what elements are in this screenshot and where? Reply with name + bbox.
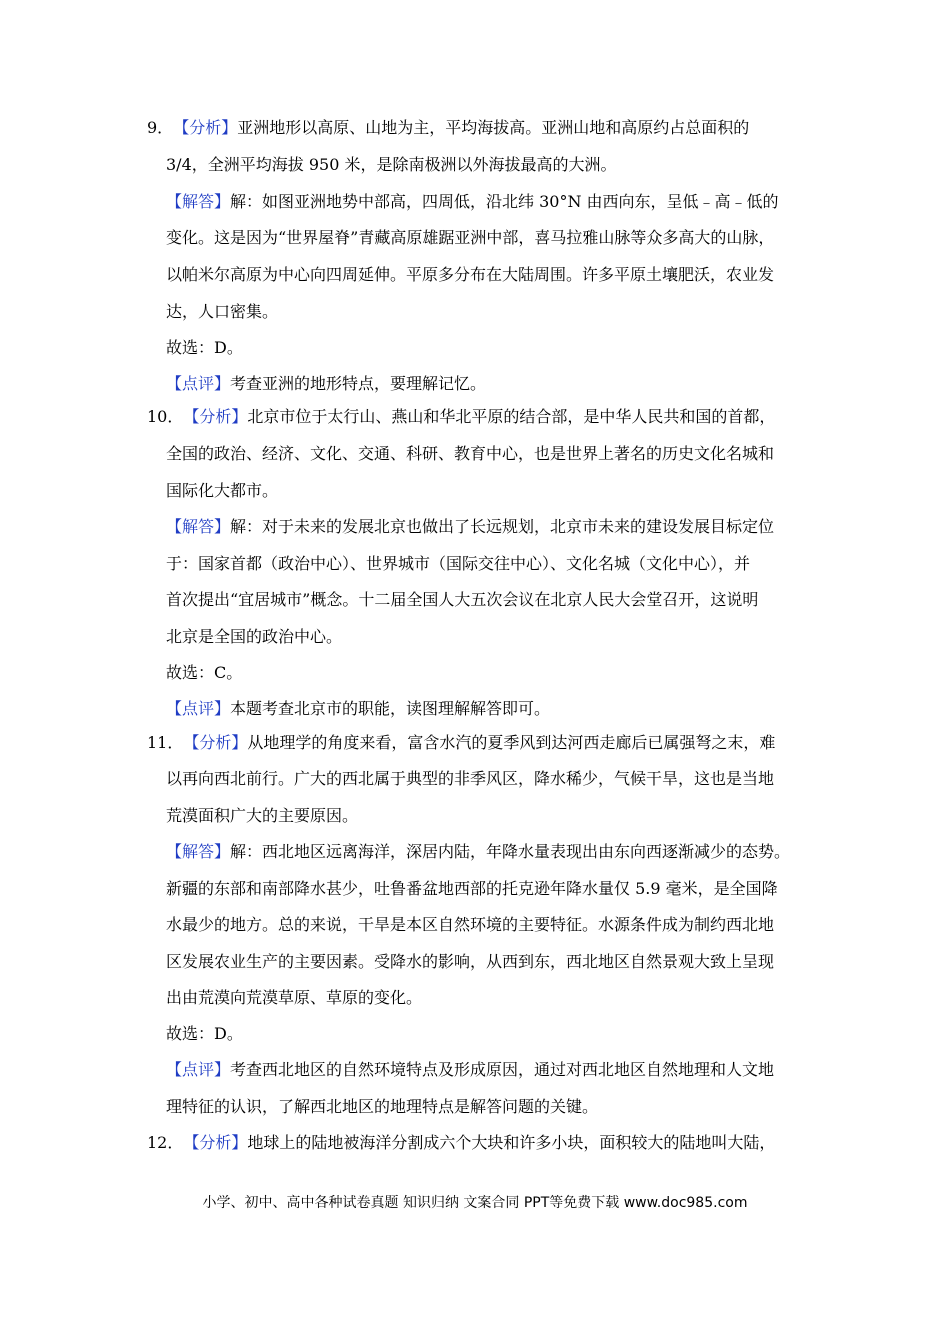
- q11-answer-text-1: 解：西北地区远离海洋，深居内陆，年降水量表现出由东向西逐渐减少的态势。: [230, 842, 791, 861]
- q10-review-line-1: [166, 699, 550, 719]
- q9-analysis-text-1: 亚洲地形以高原、山地为主，平均海拔高。亚洲山地和高原约占总面积的: [237, 118, 750, 137]
- q9-review-tag: 【点评】: [166, 374, 231, 393]
- q10-answer-line-2: 于：国家首都（政治中心）、世界城市（国际交往中心）、文化名城（文化中心），并: [166, 554, 751, 573]
- q11-answer-line-3: 水最少的地方。总的来说，干旱是本区自然环境的主要特征。水源条件成为制约西北地: [166, 915, 775, 934]
- q10-answer-line-3: 首次提出“宜居城市”概念。十二届全国人大五次会议在北京人民大会堂召开，这说明: [166, 590, 759, 609]
- q9-answer-line-1: [166, 192, 779, 212]
- q9-review-text-1: 考查亚洲的地形特点，要理解记忆。: [230, 374, 487, 393]
- q10-answer-line-1: [166, 517, 774, 537]
- q11-review-tag: 【点评】: [166, 1060, 231, 1079]
- q10-number: 10．: [147, 407, 184, 426]
- q10-analysis-line-2: 全国的政治、经济、文化、交通、科研、教育中心，也是世界上著名的历史文化名城和: [166, 444, 775, 463]
- q11-analysis-line-1: [147, 733, 775, 753]
- q9-analysis-line-1: [147, 118, 749, 138]
- q11-number: 11．: [147, 733, 184, 752]
- q10-review-tag: 【点评】: [166, 699, 231, 718]
- q10-answer-line-4: 北京是全国的政治中心。: [166, 627, 343, 646]
- q10-choice: 故选：C。: [166, 663, 243, 682]
- q9-number: 9．: [147, 118, 174, 137]
- q10-analysis-line-1: [147, 407, 775, 427]
- q12-number: 12．: [147, 1133, 184, 1152]
- q10-review-text-1: 本题考查北京市的职能，读图理解解答即可。: [230, 699, 551, 718]
- q9-review-line-1: [166, 374, 486, 394]
- q9-answer-line-3: 以帕米尔高原为中心向四周延伸。平原多分布在大陆周围。许多平原土壤肥沃，农业发: [166, 265, 775, 284]
- q9-answer-text-1: 解：如图亚洲地势中部高，四周低，沿北纬 30°N 由西向东，呈低﹣高﹣低的: [230, 192, 779, 211]
- q11-answer-line-4: 区发展农业生产的主要因素。受降水的影响，从西到东，西北地区自然景观大致上呈现: [166, 952, 775, 971]
- q9-answer-line-4: 达，人口密集。: [166, 302, 279, 321]
- q11-answer-line-5: 出由荒漠向荒漠草原、草原的变化。: [166, 988, 423, 1007]
- q11-answer-line-1: [166, 842, 790, 862]
- q10-analysis-tag: 【分析】: [183, 407, 248, 426]
- q10-answer-text-1: 解：对于未来的发展北京也做出了长远规划，北京市未来的建设发展目标定位: [230, 517, 775, 536]
- footer-banner: 小学、初中、高中各种试卷真题 知识归纳 文案合同 PPT等免费下载 www.doc985.com: [202, 1195, 748, 1211]
- q10-analysis-line-3: 国际化大都市。: [166, 481, 279, 500]
- q11-answer-tag: 【解答】: [166, 842, 231, 861]
- q12-analysis-text-1: 地球上的陆地被海洋分割成六个大块和许多小块，面积较大的陆地叫大陆，: [247, 1133, 776, 1152]
- q10-analysis-text-1: 北京市位于太行山、燕山和华北平原的结合部，是中华人民共和国的首都，: [247, 407, 776, 426]
- q9-analysis-line-2: 3/4，全洲平均海拔 950 米，是除南极洲以外海拔最高的大洲。: [166, 155, 617, 174]
- q11-analysis-tag: 【分析】: [183, 733, 248, 752]
- q9-answer-tag: 【解答】: [166, 192, 231, 211]
- q11-choice: 故选：D。: [166, 1024, 243, 1043]
- q9-answer-line-2: 变化。这是因为“世界屋脊”青藏高原雄踞亚洲中部，喜马拉雅山脉等众多高大的山脉，: [166, 228, 775, 247]
- q11-review-text-1: 考查西北地区的自然环境特点及形成原因，通过对西北地区自然地理和人文地: [230, 1060, 775, 1079]
- q10-answer-tag: 【解答】: [166, 517, 231, 536]
- q9-choice: 故选：D。: [166, 338, 243, 357]
- q11-review-line-2: 理特征的认识，了解西北地区的地理特点是解答问题的关键。: [166, 1097, 599, 1116]
- q12-analysis-line-1: [147, 1133, 775, 1153]
- q11-analysis-text-1: 从地理学的角度来看，富含水汽的夏季风到达河西走廊后已属强弩之末，难: [247, 733, 776, 752]
- q11-answer-line-2: 新疆的东部和南部降水甚少，吐鲁番盆地西部的托克逊年降水量仅 5.9 毫米，是全国降: [166, 879, 778, 898]
- q11-review-line-1: [166, 1060, 774, 1080]
- q11-analysis-line-3: 荒漠面积广大的主要原因。: [166, 806, 359, 825]
- q9-analysis-tag: 【分析】: [173, 118, 238, 137]
- q12-analysis-tag: 【分析】: [183, 1133, 248, 1152]
- q11-analysis-line-2: 以再向西北前行。广大的西北属于典型的非季风区，降水稀少，气候干旱，这也是当地: [166, 769, 775, 788]
